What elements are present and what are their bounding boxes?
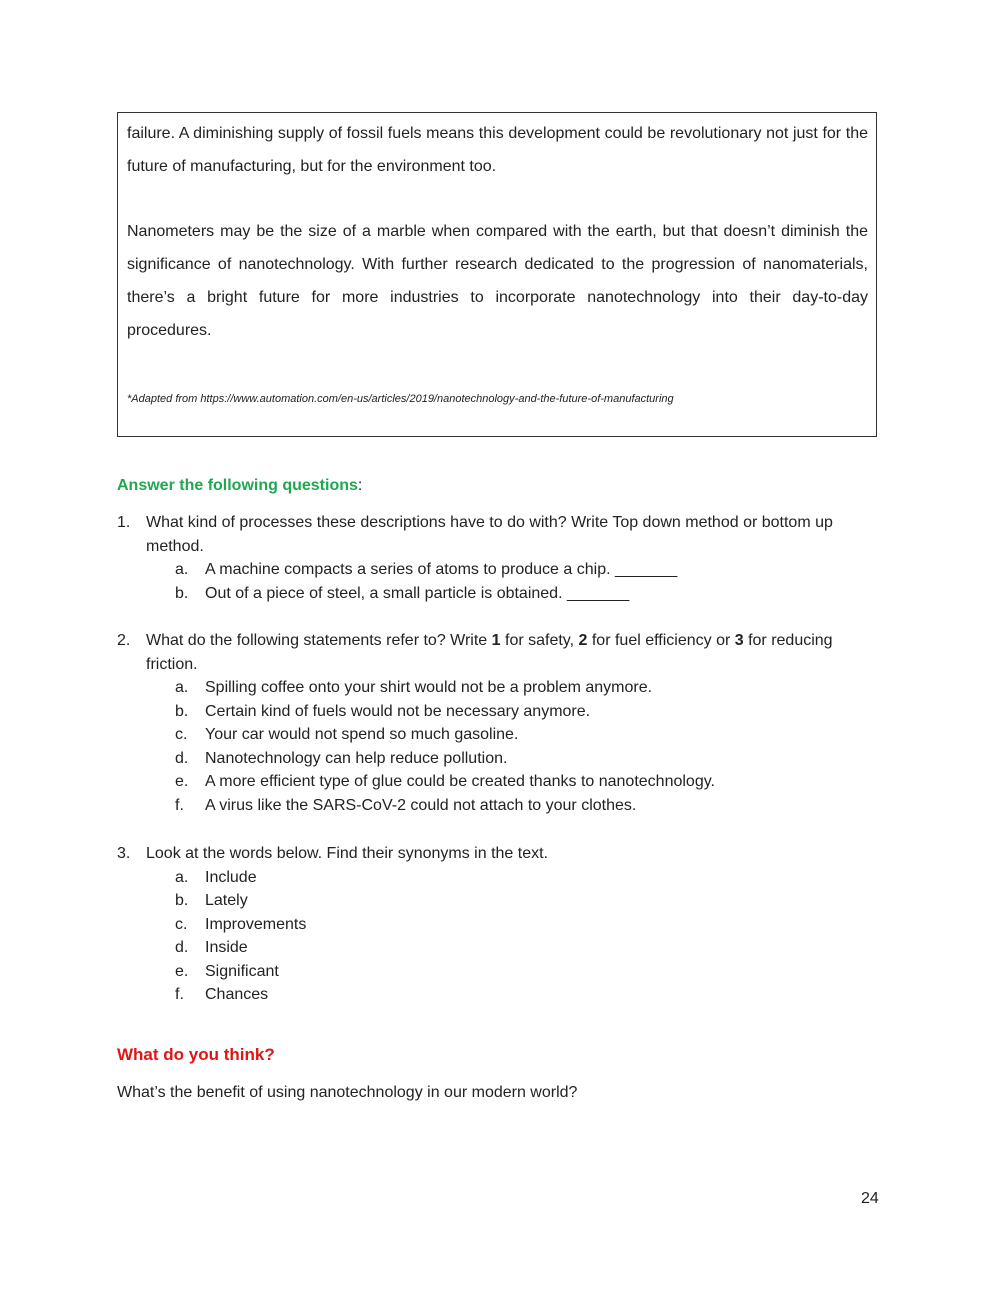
list-item [117, 960, 877, 984]
list-item [117, 770, 877, 794]
question-stem: What kind of processes these descriptions have to do with? Write Top down method or bottom up method. [146, 514, 833, 555]
list-item [117, 723, 877, 747]
item-text: Improvements [205, 915, 307, 933]
item-letter: e. [175, 962, 189, 980]
list-item [117, 676, 877, 700]
think-heading: What do you think? [117, 1045, 275, 1064]
question-number: 3. [117, 845, 131, 862]
answer-list [117, 866, 877, 1007]
item-text: Spilling coffee onto your shirt would not be a problem anymore. [205, 679, 653, 696]
item-text: Lately [205, 892, 248, 909]
answer-list [117, 558, 877, 605]
item-text: Nanotechnology can help reduce pollution. [205, 749, 508, 767]
item-text: Your car would not spend so much gasoline. [205, 726, 519, 743]
item-text: Chances [205, 986, 269, 1003]
question-stem: What do the following statements refer to? Write 1 for safety, 2 for fuel efficiency or 3 for reducing friction. [146, 632, 833, 673]
question-2 [117, 629, 877, 817]
item-text: Certain kind of fuels would not be necessary anymore. [205, 702, 591, 720]
item-letter: a. [175, 868, 189, 886]
question-1 [117, 511, 877, 605]
item-text: Significant [205, 962, 279, 980]
item-text: A virus like the SARS-CoV-2 could not attach to your clothes. [205, 796, 637, 814]
item-letter: a. [175, 561, 189, 578]
item-letter: b. [175, 584, 189, 602]
list-item [117, 794, 877, 818]
question-number: 2. [117, 632, 131, 649]
list-item [117, 913, 877, 937]
item-text: Inside [205, 939, 248, 956]
item-letter: b. [175, 702, 189, 720]
list-item [117, 582, 877, 606]
page-number: 24 [861, 1190, 879, 1207]
list-item [117, 866, 877, 890]
item-text: Out of a piece of steel, a small particle is obtained. _______ [205, 584, 630, 602]
question-number: 1. [117, 514, 131, 531]
list-item [117, 983, 877, 1007]
item-letter: c. [175, 915, 188, 933]
item-letter: a. [175, 679, 189, 696]
item-text: A more efficient type of glue could be created thanks to nanotechnology. [205, 773, 715, 790]
questions-heading-colon: : [357, 477, 363, 494]
questions-heading-text: Answer the following questions [117, 477, 358, 494]
reading-paragraph-2: Nanometers may be the size of a marble when compared with the earth, but that doesn’t diminish the significance of nanotechnology. With further research dedicated to the progression of nanomaterials, there’s a bright future for more industries to incorporate nanotechnology into their day-to-day procedures. [127, 223, 868, 339]
answer-list [117, 676, 877, 817]
question-stem: Look at the words below. Find their synonyms in the text. [146, 845, 548, 862]
item-letter: c. [175, 726, 188, 743]
reading-text-box [117, 112, 877, 437]
item-letter: e. [175, 773, 189, 790]
item-letter: f. [175, 796, 184, 814]
item-letter: f. [175, 986, 184, 1003]
think-question: What’s the benefit of using nanotechnology in our modern world? [117, 1084, 578, 1101]
item-text: A machine compacts a series of atoms to produce a chip. _______ [205, 561, 678, 578]
questions-heading [117, 477, 362, 495]
list-item [117, 747, 877, 771]
item-letter: d. [175, 749, 189, 767]
list-item [117, 936, 877, 960]
list-item [117, 700, 877, 724]
reading-paragraph-1: failure. A diminishing supply of fossil fuels means this development could be revolutionary not just for the future of manufacturing, but for the environment too. [127, 125, 868, 175]
item-letter: d. [175, 939, 189, 956]
source-citation: *Adapted from https://www.automation.com/en-us/articles/2019/nanotechnology-and-the-future-of-manufacturing [127, 393, 674, 405]
item-letter: b. [175, 892, 189, 909]
question-3 [117, 842, 877, 1007]
item-text: Include [205, 868, 257, 886]
list-item [117, 889, 877, 913]
list-item [117, 558, 877, 582]
